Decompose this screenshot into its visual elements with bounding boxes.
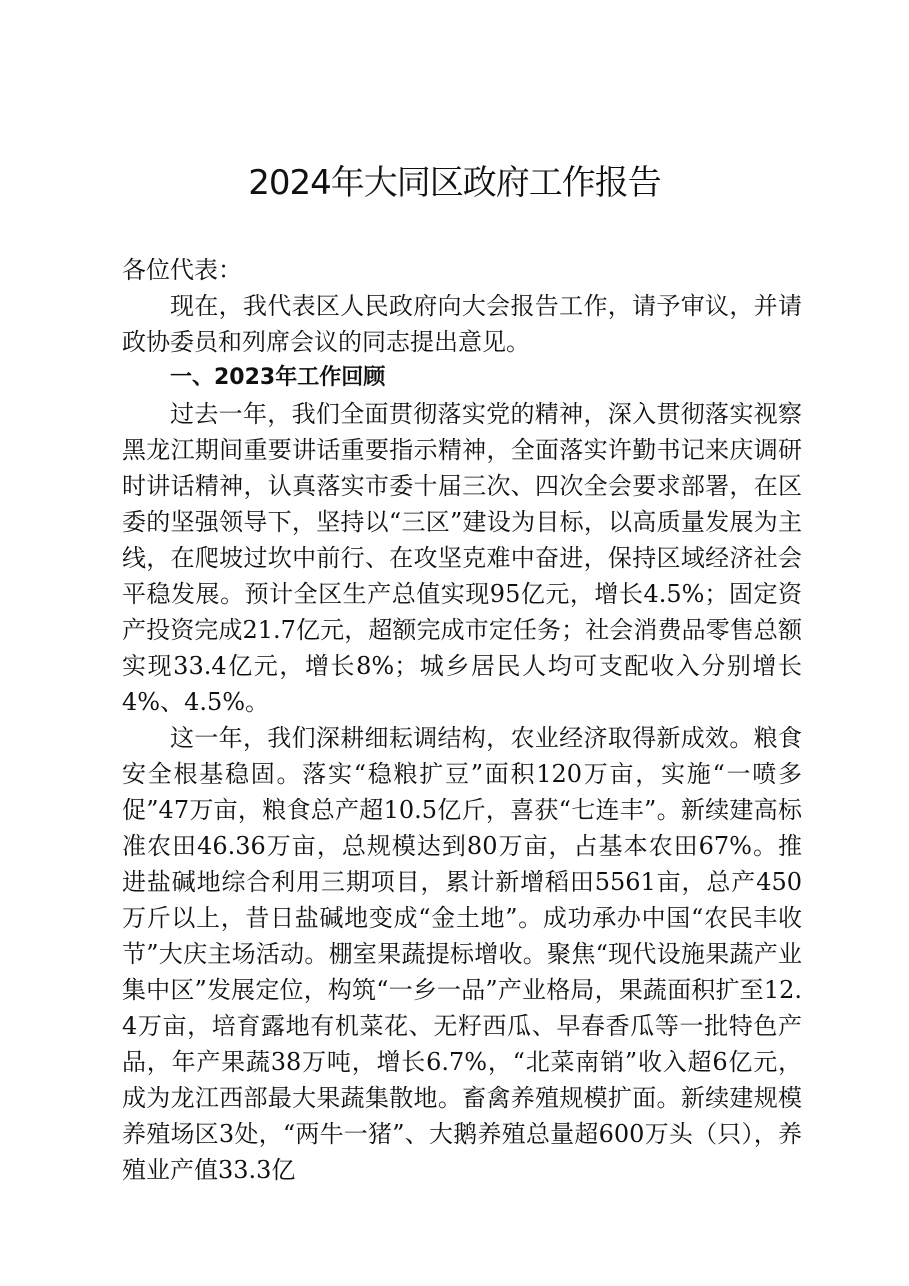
review-paragraph: 过去一年，我们全面贯彻落实党的精神，深入贯彻落实视察黑龙江期间重要讲话重要指示精神，全面落实许勤书记来庆调研时讲话精神，认真落实市委十届三次、四次全会要求部署，在区委的坚强领导下，坚持以“三区”建设为目标，以高质量发展为主线，在爬坡过坎中前行、在攻坚克难中奋进，保持区域经济社会平稳发展。预计全区生产总值实现95亿元，增长4.5%；固定资产投资完成21.7亿元，超额完成市定任务；社会消费品零售总额实现33.4亿元，增长8%；城乡居民人均可支配收入分别增长4%、4.5%。 (122, 400, 802, 716)
document-title: 2024年大同区政府工作报告 (248, 163, 661, 203)
document-body (122, 252, 802, 1188)
section-heading: 一、2023年工作回顾 (170, 365, 386, 390)
intro-paragraph: 现在，我代表区人民政府向大会报告工作，请予审议，并请政协委员和列席会议的同志提出意见。 (122, 292, 802, 356)
agriculture-paragraph: 这一年，我们深耕细耘调结构，农业经济取得新成效。粮食安全根基稳固。落实“稳粮扩豆”面积120万亩，实施“一喷多促”47万亩，粮食总产超10.5亿斤，喜获“七连丰”。新续建高标准农田46.36万亩，总规模达到80万亩，占基本农田67%。推进盐碱地综合利用三期项目，累计新增稻田5561亩，总产450万斤以上，昔日盐碱地变成“金土地”。成功承办中国“农民丰收节”大庆主场活动。棚室果蔬提标增收。聚焦“现代设施果蔬产业集中区”发展定位，构筑“一乡一品”产业格局，果蔬面积扩至12.4万亩，培育露地有机菜花、无籽西瓜、早春香瓜等一批特色产品，年产果蔬38万吨，增长6.7%，“北菜南销”收入超6亿元，成为龙江西部最大果蔬集散地。畜禽养殖规模扩面。新续建规模养殖场区3处，“两牛一猪”、大鹅养殖总量超600万头（只），养殖业产值33.3亿 (122, 724, 802, 1184)
salutation: 各位代表： (122, 256, 242, 284)
